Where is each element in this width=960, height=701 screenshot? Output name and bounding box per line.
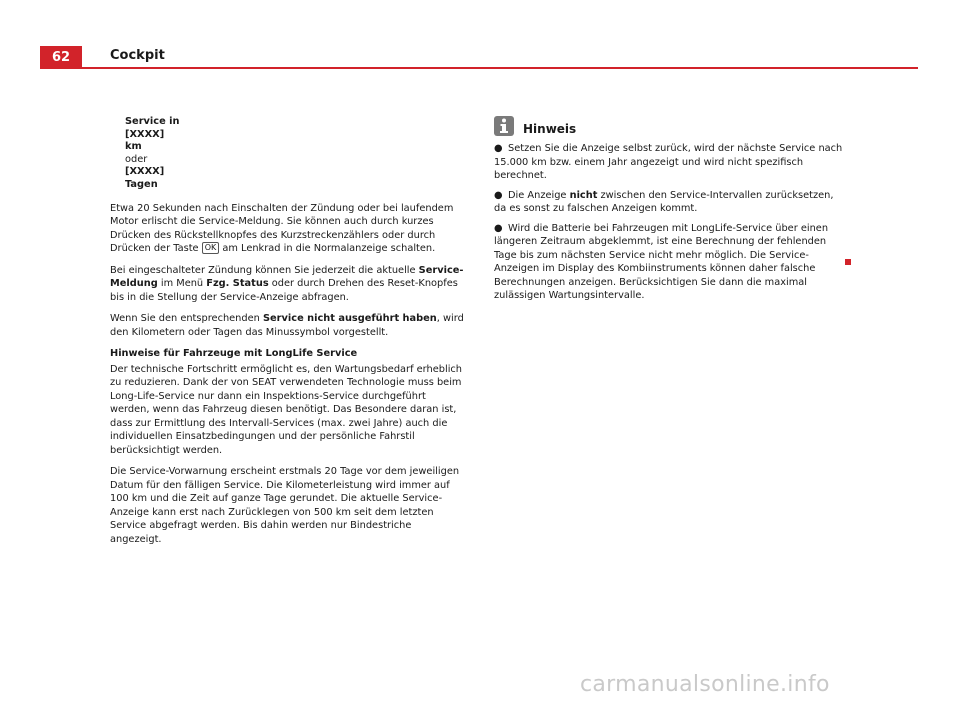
note-bullet-3: ● Wird die Batterie bei Fahrzeugen mit LongLife-Service über einen längeren Zeitraum abgeklemmt, ist eine Berechnung der fehlenden Tage bis zum nächsten Service nicht mehr möglich. Die Service-Anzeigen im Display des Kombiinstruments können daher falsche Berechnungen anzeigen. Berücksichtigen Sie dann die maximal zulässigen Wartungsintervalle. bbox=[494, 222, 829, 301]
note-box bbox=[494, 116, 846, 309]
paragraph-minus: Wenn Sie den entsprechenden Service nicht ausgeführt haben, wird den Kilometern oder Tagen das Minussymbol vorgestellt. bbox=[110, 313, 464, 338]
page-number: 62 bbox=[40, 46, 82, 69]
ok-key-icon: OK bbox=[202, 242, 220, 254]
paragraph-query: Bei eingeschalteter Zündung können Sie jederzeit die aktuelle Service-Meldung im Menü Fzg. Status oder durch Drehen des Reset-Knopfes bis in die Stellung der Service-Anzeige abfragen. bbox=[110, 264, 464, 303]
display-line-1: Service in bbox=[125, 116, 180, 127]
left-column bbox=[110, 116, 465, 554]
note-bullet-1: ● Setzen Sie die Anzeige selbst zurück, wird der nächste Service nach 15.000 km bzw. einem Jahr angezeigt und wird nicht spezifisch berechnet. bbox=[494, 143, 843, 181]
info-icon bbox=[494, 116, 514, 136]
bullet-icon: ● bbox=[494, 143, 503, 154]
display-line-3: km bbox=[125, 141, 142, 153]
section-title: Cockpit bbox=[110, 48, 165, 63]
display-line-4: oder bbox=[125, 153, 148, 165]
bullet-icon: ● bbox=[494, 222, 503, 234]
end-of-section-marker bbox=[845, 259, 851, 265]
paragraph-reset: Etwa 20 Sekunden nach Einschalten der Zündung oder bei laufendem Motor erlischt die Service-Meldung. Sie können auch durch kurzes Drücken des Rückstellknopfes des Kurzstreckenzählers oder durch Drücken der Taste OK am Lenkrad in die Normalanzeige schalten. bbox=[110, 202, 454, 255]
paragraph-longlife: Der technische Fortschritt ermöglicht es, den Wartungsbedarf erheblich zu reduzieren. Dank der von SEAT verwendeten Technologie muss beim Long-Life-Service nur dann ein Inspektions-Service durchgeführt werden, wenn das Fahrzeug diesen benötigt. Das Besondere daran ist, dass zur Ermittlung des Intervall-Services (max. zwei Jahre) auch die individuellen Einsatzbedingungen und der persönliche Fahrstil berücksichtigt werden. bbox=[110, 363, 463, 456]
display-line-2: [XXXX] bbox=[125, 128, 165, 140]
header-rule bbox=[82, 67, 918, 69]
display-line-5: [XXXX] bbox=[125, 166, 165, 178]
note-header bbox=[494, 116, 846, 136]
note-title: Hinweis bbox=[523, 122, 577, 136]
watermark: carmanualsonline.info bbox=[580, 672, 830, 697]
display-message bbox=[125, 116, 465, 192]
paragraph-prewarning: Die Service-Vorwarnung erscheint erstmals 20 Tage vor dem jeweiligen Datum für den fälligen Service. Die Kilometerleistung wird immer auf 100 km und die Zeit auf ganze Tage gerundet. Die aktuelle Service-Anzeige kann erst nach Zurücklegen von 500 km seit dem letzten Service abgefragt werden. Bis dahin werden nur Bindestriche angezeigt. bbox=[110, 466, 460, 545]
bullet-icon: ● bbox=[494, 189, 503, 201]
display-line-6: Tagen bbox=[125, 178, 158, 190]
note-bullet-2: ● Die Anzeige nicht zwischen den Service-Intervallen zurücksetzen, da es sonst zu falschen Anzeigen kommt. bbox=[494, 189, 834, 214]
subheading-longlife: Hinweise für Fahrzeuge mit LongLife Service bbox=[110, 348, 358, 360]
